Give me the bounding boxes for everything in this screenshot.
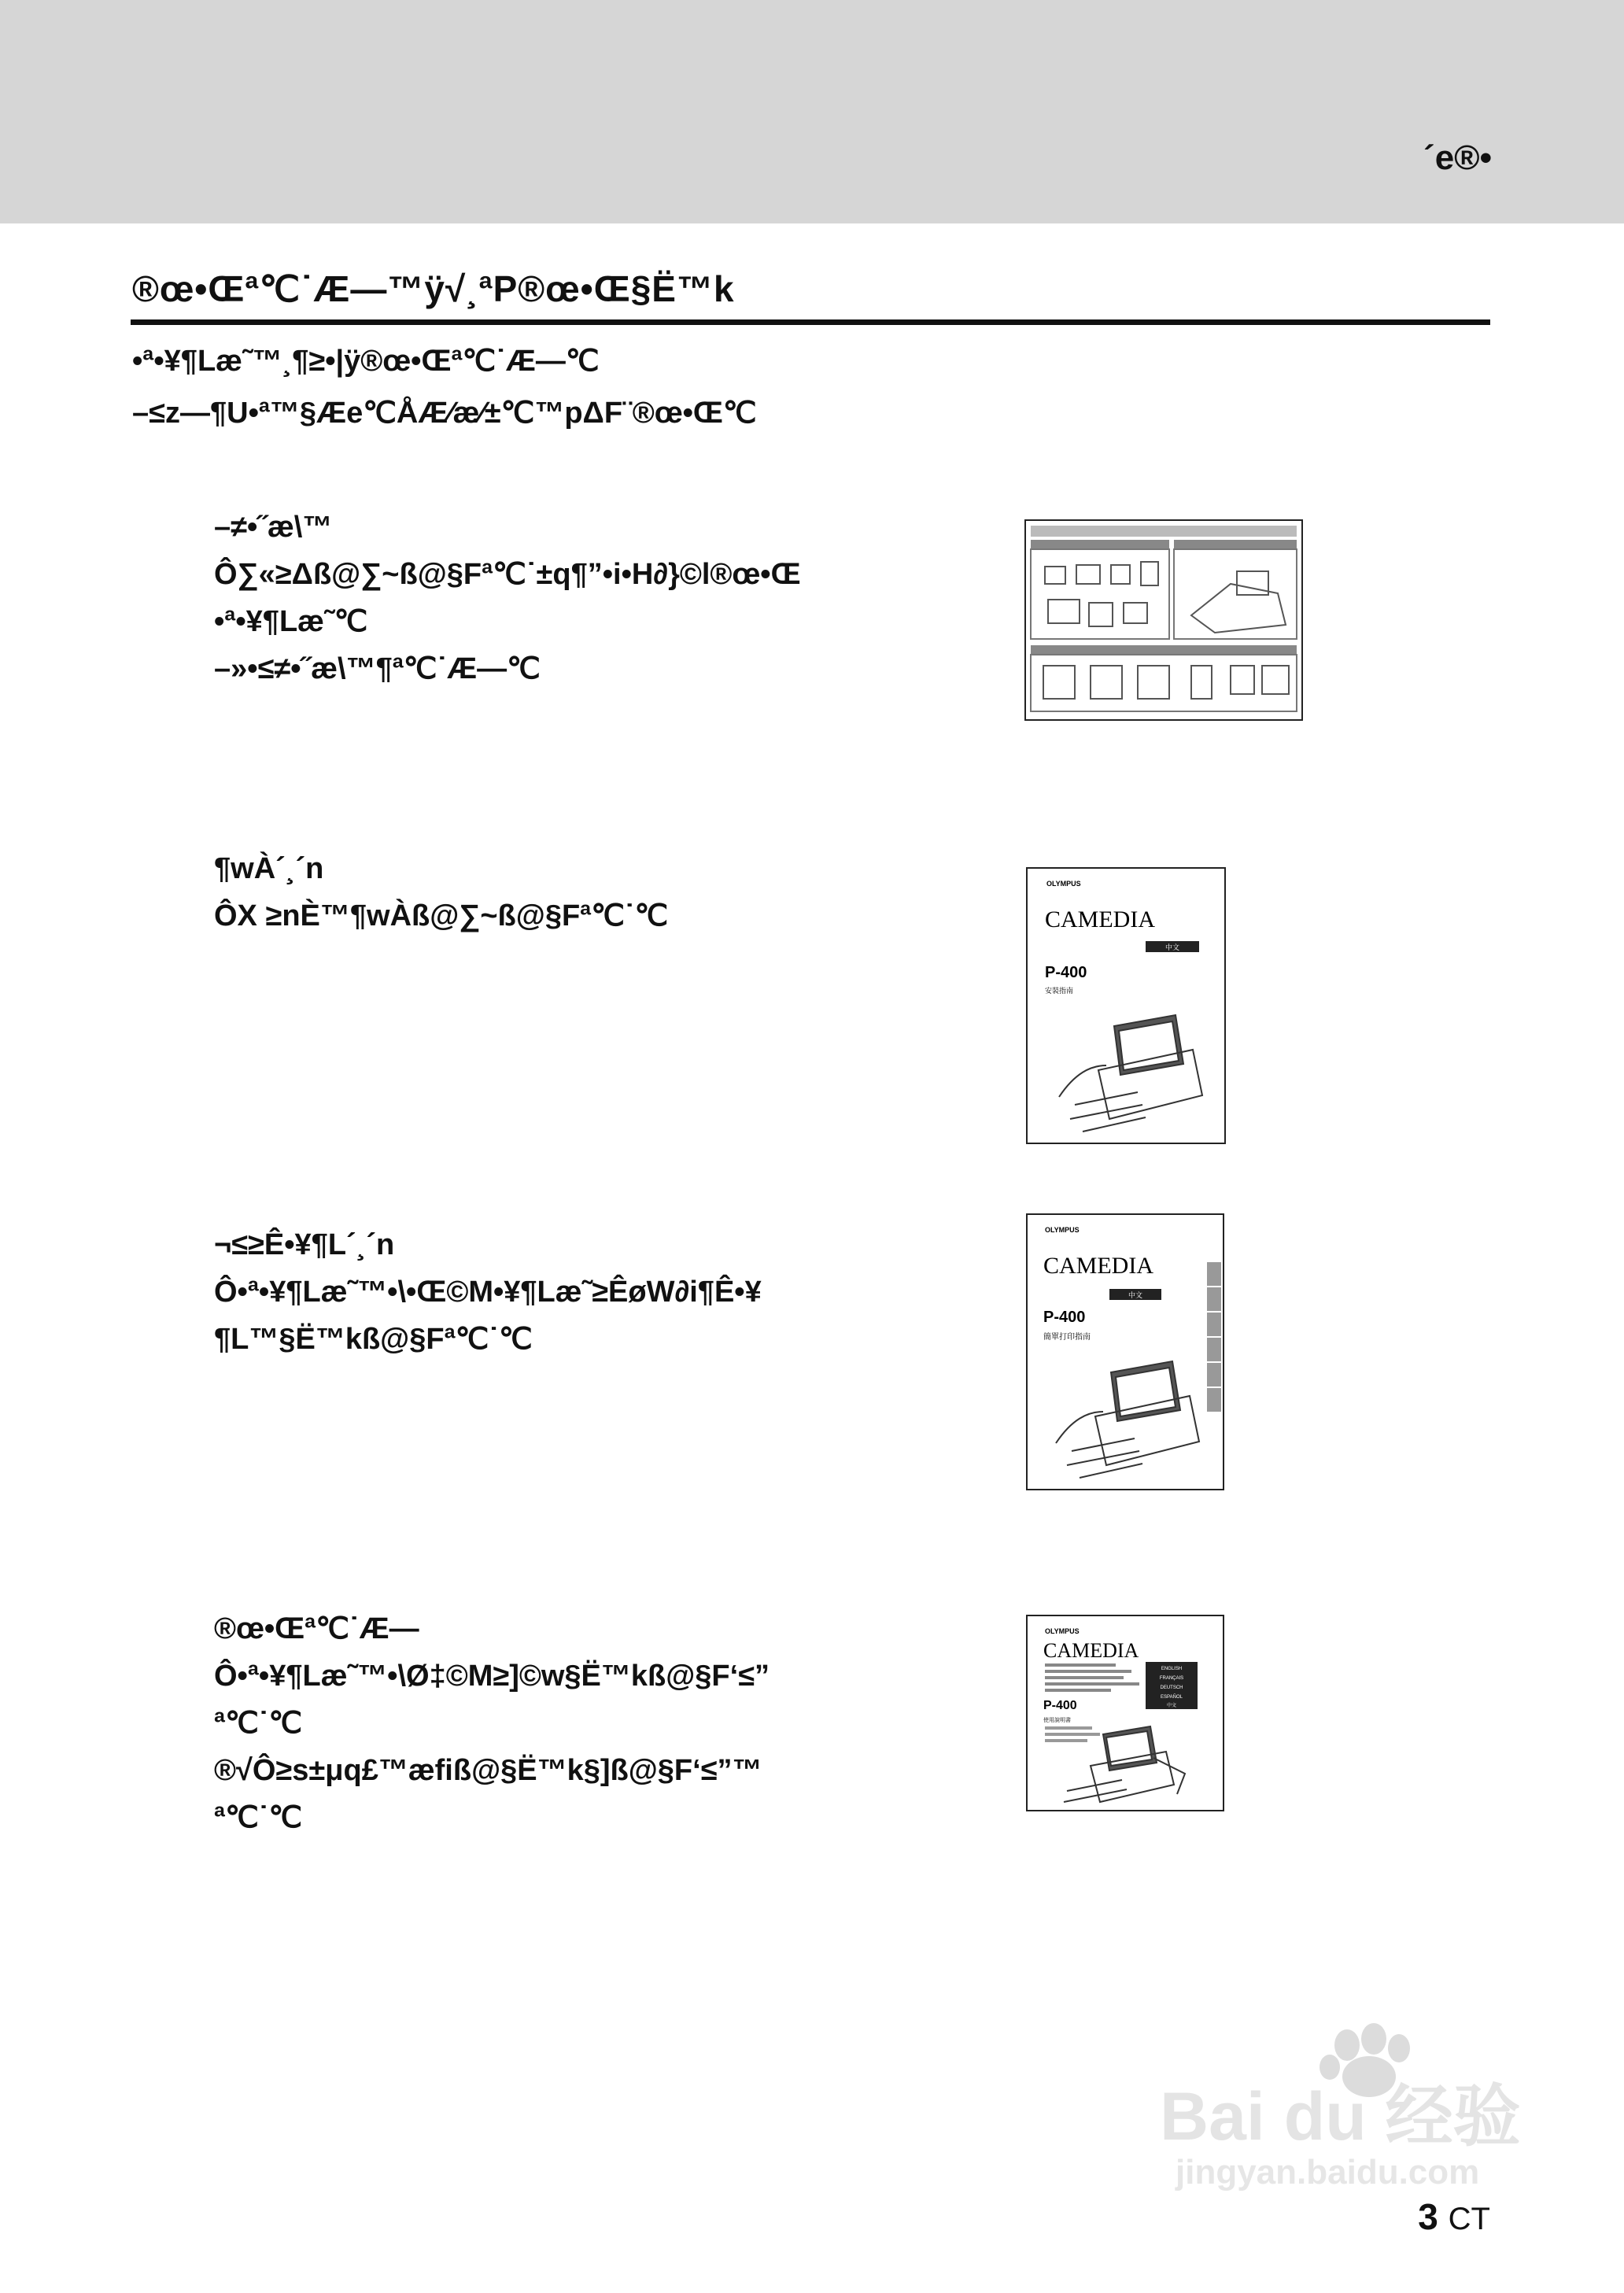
item-line: ÔX ≥nÈ™¶wÀß@∑~ß@§Fª℃˙℃ <box>214 899 669 932</box>
watermark <box>1152 2022 1530 2199</box>
intro-line-1: •ª•¥¶Læ˜™¸¶≥•|ÿ®œ•Œª℃˙Æ—℃ <box>132 345 600 378</box>
model-text: P-400 <box>1045 964 1087 981</box>
simple-print-guide-cover-thumbnail <box>1026 1213 1224 1490</box>
item-heading: ¬≤≥Ê•¥¶L´¸´n <box>214 1228 395 1261</box>
model-text: P-400 <box>1043 1699 1077 1712</box>
subtitle-text: 簡單打印指南 <box>1043 1333 1091 1342</box>
item-heading: ®œ•Œª℃˙Æ— <box>214 1612 419 1645</box>
doc-item-simple-print-guide <box>214 1221 762 1363</box>
quick-start-sheet-thumbnail <box>1024 519 1303 721</box>
intro-line-2: –≤z—¶U•ª™§Æe℃ÅÆ⁄æ⁄±℃™pΔF¨®œ•Œ℃ <box>132 397 757 430</box>
printer-illustration <box>1064 1726 1185 1802</box>
watermark-brand: Bai du 经验 <box>1160 2079 1521 2155</box>
printer-illustration <box>1056 1361 1199 1478</box>
doc-item-quick-start <box>214 504 801 692</box>
item-line: •ª•¥¶Læ˜℃ <box>214 605 368 638</box>
page-number <box>1418 2195 1490 2238</box>
item-line: –»•≤≠•˝æ\™¶ª℃˙Æ—℃ <box>214 652 541 685</box>
header-title: ´e®• <box>1423 138 1492 177</box>
lang-chinese: 中文 <box>1166 1703 1177 1708</box>
page-header <box>0 0 1624 223</box>
lang-badge: 中文 <box>1128 1292 1143 1300</box>
lang-espanol: ESPAÑOL <box>1161 1695 1183 1700</box>
item-line: ®√Ô≥s±μq£™æfiß@§Ë™k§]ß@§F‘≤”™ <box>214 1754 762 1787</box>
item-line: ª℃˙℃ <box>214 1801 303 1834</box>
watermark-url: jingyan.baidu.com <box>1176 2153 1480 2191</box>
doc-item-instruction-manual <box>214 1605 770 1841</box>
page-number-suffix: CT <box>1448 2202 1490 2236</box>
title-rule <box>131 319 1490 325</box>
brand-text: OLYMPUS <box>1046 880 1081 888</box>
logo-text: CAMEDIA <box>1043 1639 1139 1662</box>
item-line: ª℃˙℃ <box>214 1707 303 1740</box>
index-tabs <box>1207 1262 1221 1412</box>
section-title: ®œ•Œª℃˙Æ—™ÿ√¸ªP®œ•Œ§Ë™k <box>132 268 735 309</box>
lang-badge: 中文 <box>1164 944 1180 952</box>
item-line: Ô•ª•¥¶Læ˜™•\Ø‡©M≥]©w§Ë™kß@§F‘≤” <box>214 1660 770 1693</box>
item-line: Ô∑«≥Δß@∑~ß@§Fª℃˙±q¶”•i•H∂}©l®œ•Œ <box>214 558 801 591</box>
subtitle-text: 使用說明書 <box>1043 1717 1071 1723</box>
page-number-value: 3 <box>1418 2196 1438 2237</box>
logo-text: CAMEDIA <box>1043 1253 1153 1279</box>
item-line: Ô•ª•¥¶Læ˜™•\•Œ©M•¥¶Læ˜≥ÊøW∂i¶Ê•¥ <box>214 1276 762 1309</box>
model-text: P-400 <box>1043 1309 1086 1326</box>
item-line: ¶L™§Ë™kß@§Fª℃˙℃ <box>214 1323 533 1356</box>
lang-english: ENGLISH <box>1161 1667 1183 1671</box>
lang-francais: FRANÇAIS <box>1159 1676 1184 1681</box>
logo-text: CAMEDIA <box>1045 906 1155 932</box>
setup-guide-cover-thumbnail <box>1026 867 1226 1144</box>
paw-logo-icon <box>1152 2022 1530 2195</box>
brand-text: OLYMPUS <box>1045 1226 1080 1234</box>
instruction-manual-cover-thumbnail <box>1026 1615 1224 1811</box>
subtitle-text: 安裝指南 <box>1045 988 1074 995</box>
lang-deutsch: DEUTSCH <box>1160 1686 1183 1690</box>
item-heading: ¶wÀ´¸´n <box>214 852 324 885</box>
brand-text: OLYMPUS <box>1045 1627 1080 1635</box>
doc-item-setup-guide <box>214 845 668 940</box>
printer-illustration <box>1059 1015 1202 1132</box>
item-heading: –≠•˝æ\™ <box>214 511 333 544</box>
